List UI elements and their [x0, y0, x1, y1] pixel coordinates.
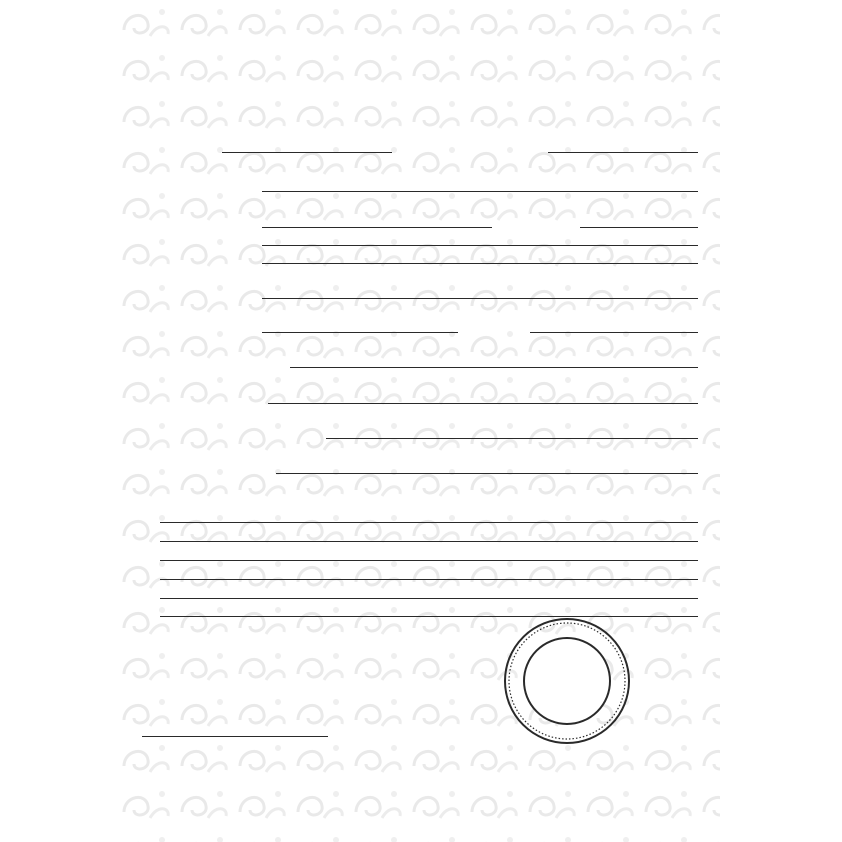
remarks-line	[160, 522, 698, 523]
official-seal	[503, 617, 631, 745]
remarks-line	[160, 598, 698, 599]
remarks-line	[160, 541, 698, 542]
remarks-line	[160, 560, 698, 561]
remarks-line	[160, 579, 698, 580]
